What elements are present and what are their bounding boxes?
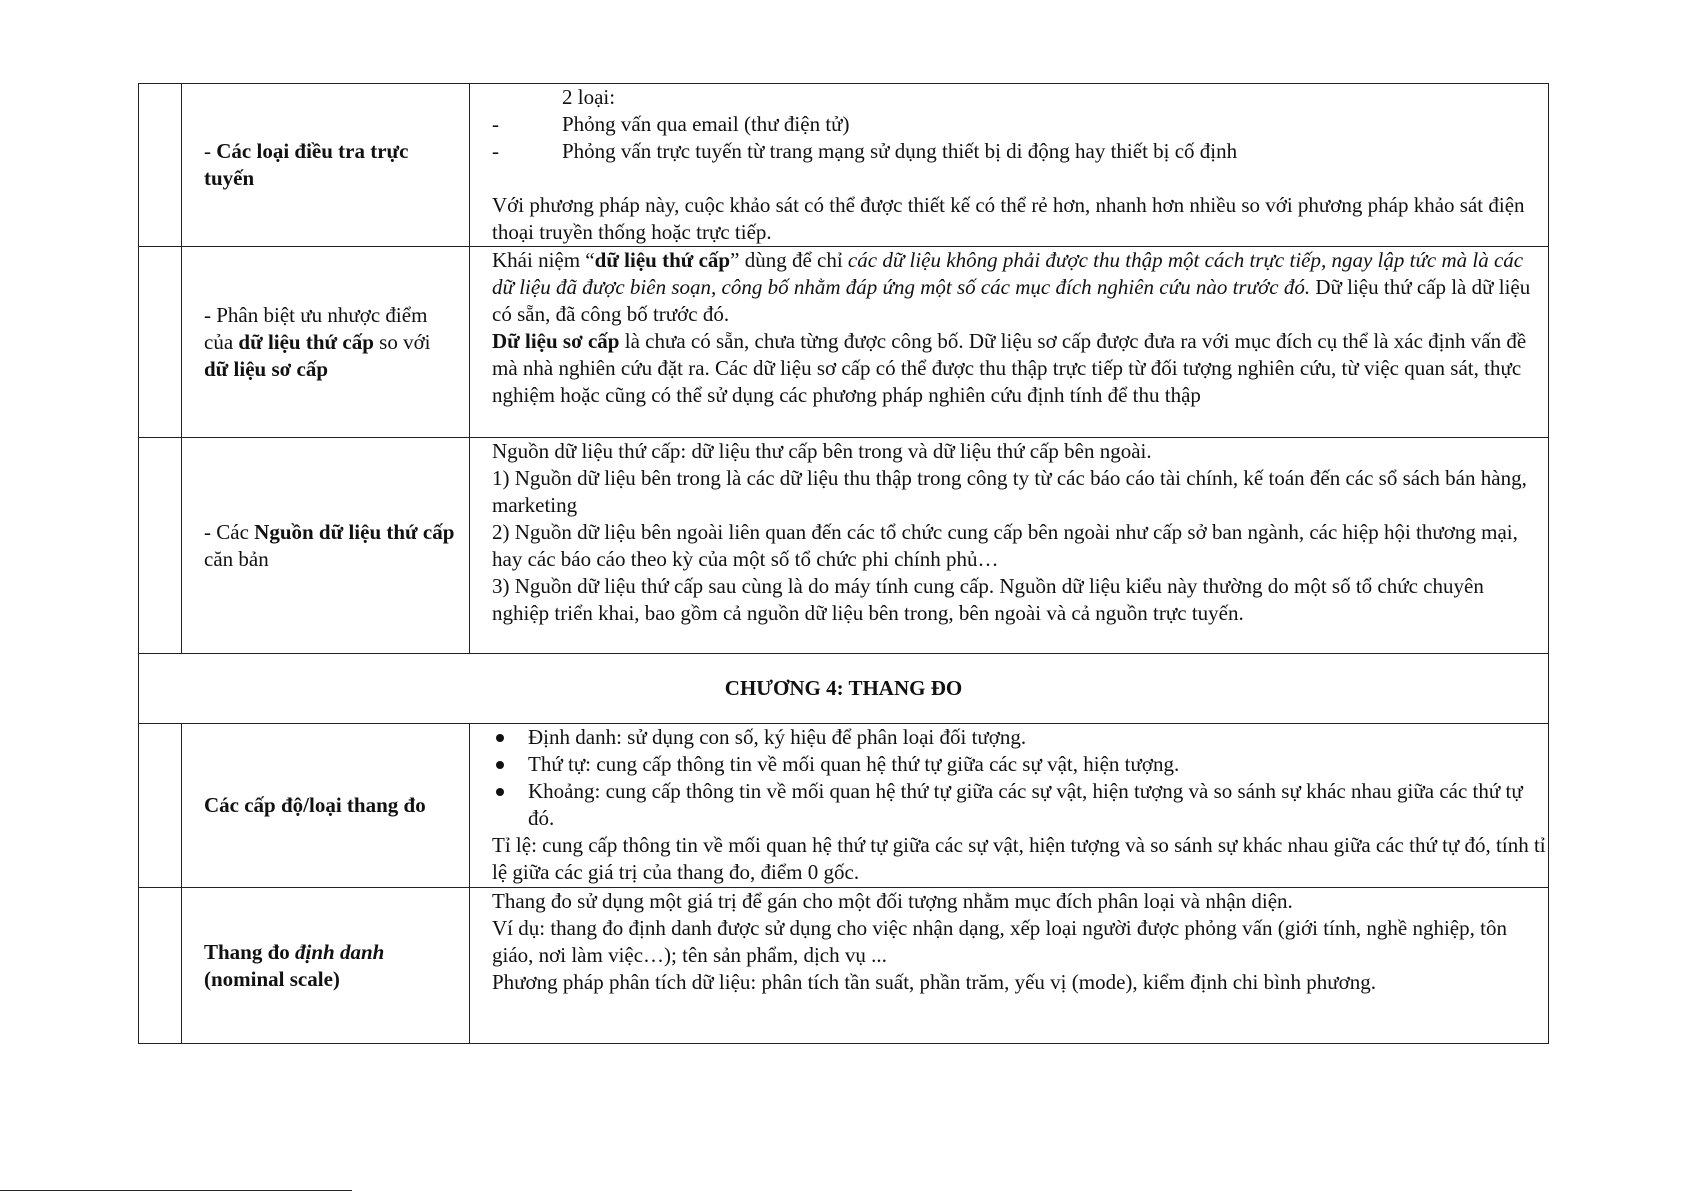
topic-cell: - Phân biệt ưu nhược điểm của dữ liệu thứ cấp so với dữ liệu sơ cấp — [182, 247, 470, 438]
chapter-row — [139, 654, 1549, 724]
content-cell — [470, 724, 1549, 888]
number-cell — [139, 247, 182, 438]
number-cell — [139, 84, 182, 247]
table-row — [139, 888, 1549, 1044]
bullet-icon — [492, 778, 528, 832]
topic-cell: - Các loại điều tra trực tuyến — [182, 84, 470, 247]
content-line: 1) Nguồn dữ liệu bên trong là các dữ liệu thu thập trong công ty từ các báo cáo tài chính, kế toán đến các sổ sách bán hàng, marketing — [492, 466, 1527, 517]
content-line: Nguồn dữ liệu thứ cấp: dữ liệu thư cấp bên trong và dữ liệu thứ cấp bên ngoài. — [492, 439, 1152, 463]
bullet-item: Khoảng: cung cấp thông tin về mối quan hệ thứ tự giữa các sự vật, hiện tượng và so sánh sự khác nhau giữa các thứ tự đó. — [492, 778, 1546, 832]
content-line: 3) Nguồn dữ liệu thứ cấp sau cùng là do máy tính cung cấp. Nguồn dữ liệu kiểu này thường do một số tổ chức chuyên nghiệp triển khai, bao gồm cả nguồn dữ liệu bên trong, bên ngoài và cả nguồn trực tuyến. — [492, 574, 1484, 625]
dash-item: - Phỏng vấn qua email (thư điện tử) — [492, 112, 850, 136]
number-cell — [139, 888, 182, 1044]
content-cell — [470, 438, 1549, 654]
bullet-icon — [492, 724, 528, 751]
number-cell — [139, 724, 182, 888]
table-row — [139, 84, 1549, 247]
chapter-heading: CHƯƠNG 4: THANG ĐO — [139, 654, 1549, 724]
topic-cell: - Các Nguồn dữ liệu thứ cấp căn bản — [182, 438, 470, 654]
table-row — [139, 438, 1549, 654]
content-cell — [470, 247, 1549, 438]
topic-cell: Các cấp độ/loại thang đo — [182, 724, 470, 888]
bullet-item: Định danh: sử dụng con số, ký hiệu để phân loại đối tượng. — [492, 724, 1546, 751]
table-row — [139, 247, 1549, 438]
content-line: Phương pháp phân tích dữ liệu: phân tích tần suất, phần trăm, yếu vị (mode), kiểm định chi bình phương. — [492, 970, 1376, 994]
dash-item: - Phỏng vấn trực tuyến từ trang mạng sử dụng thiết bị di động hay thiết bị cố định — [492, 139, 1238, 163]
content-cell — [470, 84, 1549, 247]
table-row — [139, 724, 1549, 888]
content-line: Với phương pháp này, cuộc khảo sát có thể được thiết kế có thể rẻ hơn, nhanh hơn nhiều so với phương pháp khảo sát điện thoại truyền thống hoặc trực tiếp. — [492, 193, 1525, 244]
content-line: 2 loại: — [562, 85, 616, 109]
number-cell — [139, 438, 182, 654]
topic-cell: Thang đo định danh (nominal scale) — [182, 888, 470, 1044]
content-line: Thang đo sử dụng một giá trị để gán cho một đối tượng nhằm mục đích phân loại và nhận diện. — [492, 889, 1293, 913]
content-paragraph: Khái niệm “dữ liệu thứ cấp” dùng để chỉ các dữ liệu không phải được thu thập một cách trực tiếp, ngay lập tức mà là các dữ liệu đã được biên soạn, công bố nhằm đáp ứng một số các mục đích nghiên cứu nào trước đó. Dữ liệu thứ cấp là dữ liệu có sẵn, đã công bố trước đó. — [492, 248, 1531, 326]
content-line: 2) Nguồn dữ liệu bên ngoài liên quan đến các tổ chức cung cấp bên ngoài như cấp sở ban ngành, các hiệp hội thương mại, hay các báo cáo theo kỳ của một số tổ chức phi chính phủ… — [492, 520, 1518, 571]
content-paragraph: Dữ liệu sơ cấp là chưa có sẵn, chưa từng được công bố. Dữ liệu sơ cấp được đưa ra với mục đích cụ thể là xác định vấn đề mà nhà nghiên cứu đặt ra. Các dữ liệu sơ cấp có thể được thu thập trực tiếp từ đối tượng nghiên cứu, từ việc quan sát, thực nghiệm hoặc cũng có thể sử dụng các phương pháp nghiên cứu định tính để thu thập — [492, 329, 1527, 407]
content-table — [138, 83, 1549, 1044]
content-cell — [470, 888, 1549, 1044]
bullet-item: Thứ tự: cung cấp thông tin về mối quan hệ thứ tự giữa các sự vật, hiện tượng. — [492, 751, 1546, 778]
bullet-icon — [492, 751, 528, 778]
content-line: Ví dụ: thang đo định danh được sử dụng cho việc nhận dạng, xếp loại người được phỏng vấn (giới tính, nghề nghiệp, tôn giáo, nơi làm việc…); tên sản phẩm, dịch vụ ... — [492, 916, 1507, 967]
content-line: Tỉ lệ: cung cấp thông tin về mối quan hệ thứ tự giữa các sự vật, hiện tượng và so sánh sự khác nhau giữa các thứ tự đó, tính tỉ lệ giữa các giá trị của thang đo, điểm 0 gốc. — [492, 833, 1546, 884]
